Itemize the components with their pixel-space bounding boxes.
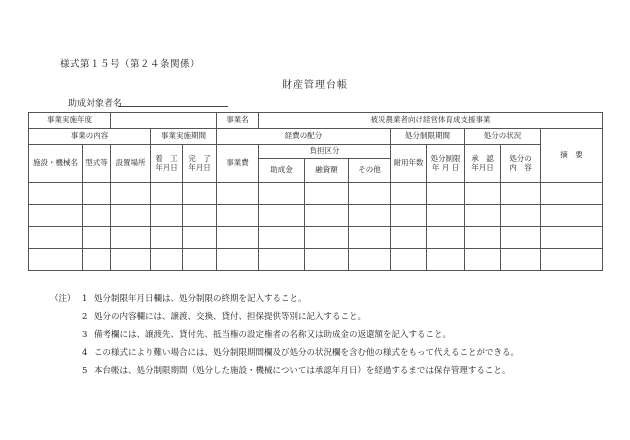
table-cell[interactable] — [217, 205, 259, 227]
table-cell[interactable] — [391, 183, 427, 205]
table-cell[interactable] — [465, 205, 501, 227]
table-row — [29, 249, 603, 271]
note-item: 5 本台帳は、処分制限期間（処分した施設・機械については承認年月日）を経過するまでは保存管理すること。 — [82, 366, 511, 376]
content-group-header: 事業の内容 — [29, 129, 151, 145]
table-cell[interactable] — [151, 183, 183, 205]
note-item: （注） 1 処分制限年月日欄は、処分制限の終期を記入すること。 — [50, 294, 307, 304]
table-cell[interactable] — [29, 205, 83, 227]
disposal-period-header: 処分制限期間 — [391, 129, 465, 145]
table-cell[interactable] — [259, 227, 305, 249]
table-row — [29, 183, 603, 205]
table-cell[interactable] — [427, 183, 465, 205]
note-item: 3 備考欄には、譲渡先、貸付先、抵当権の設定権者の名称又は助成金の返還額を記入すること。 — [82, 330, 452, 340]
table-cell[interactable] — [305, 183, 349, 205]
cost-group-header: 経費の配分 — [217, 129, 391, 145]
table-cell[interactable] — [305, 205, 349, 227]
table-cell[interactable] — [501, 249, 541, 271]
useful-life-header: 耐用年数 — [391, 145, 427, 183]
table-cell[interactable] — [541, 183, 603, 205]
table-row — [29, 145, 603, 159]
table-cell[interactable] — [541, 205, 603, 227]
table-cell[interactable] — [151, 249, 183, 271]
table-cell[interactable] — [83, 227, 111, 249]
table-cell[interactable] — [349, 249, 391, 271]
disposal-status-header: 処分の状況 — [465, 129, 541, 145]
table-cell[interactable] — [111, 249, 151, 271]
table-cell[interactable] — [29, 249, 83, 271]
table-cell[interactable] — [501, 183, 541, 205]
table-cell[interactable] — [29, 183, 83, 205]
model-header: 型式等 — [83, 145, 111, 183]
table-row — [29, 113, 603, 129]
table-cell[interactable] — [217, 249, 259, 271]
disposal-content-header: 処分の 内 容 — [501, 145, 541, 183]
note-item: 4 この様式により難い場合には、処分制限期間欄及び処分の状況欄を含む他の様式をもって代えることができる。 — [82, 348, 520, 358]
form-number-label: 様式第１５号（第２４条関係） — [60, 59, 201, 70]
table-cell[interactable] — [391, 205, 427, 227]
table-cell[interactable] — [83, 249, 111, 271]
remarks-header: 摘 要 — [541, 129, 603, 183]
table-cell[interactable] — [349, 205, 391, 227]
table-cell[interactable] — [349, 227, 391, 249]
table-cell[interactable] — [541, 249, 603, 271]
table-cell[interactable] — [111, 205, 151, 227]
table-cell[interactable] — [83, 183, 111, 205]
table-cell[interactable] — [391, 227, 427, 249]
table-cell[interactable] — [305, 249, 349, 271]
period-group-header: 事業実施期間 — [151, 129, 217, 145]
project-year-value[interactable] — [111, 113, 217, 129]
facility-machine-header: 施設・機械名 — [29, 145, 83, 183]
table-cell[interactable] — [349, 183, 391, 205]
applicant-name-label: 助成対象者名 — [68, 99, 123, 109]
disposal-limit-date-header: 処分制限 年 月 日 — [427, 145, 465, 183]
table-row — [29, 205, 603, 227]
burden-group-header: 負担区分 — [259, 145, 391, 159]
table-row — [29, 227, 603, 249]
notes-label: （注） — [50, 294, 76, 304]
table-cell[interactable] — [151, 205, 183, 227]
table-cell[interactable] — [259, 249, 305, 271]
table-cell[interactable] — [111, 227, 151, 249]
table-cell[interactable] — [83, 205, 111, 227]
project-name-value: 被災農業者向け経営体育成支援事業 — [259, 113, 603, 129]
table-cell[interactable] — [305, 227, 349, 249]
location-header: 設置場所 — [111, 145, 151, 183]
table-cell[interactable] — [217, 227, 259, 249]
table-cell[interactable] — [151, 227, 183, 249]
table-cell[interactable] — [111, 183, 151, 205]
table-cell[interactable] — [183, 249, 217, 271]
note-item: 2 処分の内容欄には、譲渡、交換、貸付、担保提供等別に記入すること。 — [82, 312, 367, 322]
table-cell[interactable] — [259, 205, 305, 227]
table-cell[interactable] — [217, 183, 259, 205]
table-cell[interactable] — [465, 227, 501, 249]
project-cost-header: 事業費 — [217, 145, 259, 183]
table-cell[interactable] — [427, 227, 465, 249]
applicant-name-field[interactable] — [118, 106, 228, 107]
table-cell[interactable] — [427, 249, 465, 271]
end-date-header: 完 了 年月日 — [183, 145, 217, 183]
table-cell[interactable] — [427, 205, 465, 227]
table-cell[interactable] — [183, 205, 217, 227]
table-cell[interactable] — [259, 183, 305, 205]
approval-date-header: 承 認 年月日 — [465, 145, 501, 183]
loan-header: 融資額 — [305, 159, 349, 183]
other-header: その他 — [349, 159, 391, 183]
project-year-label: 事業実施年度 — [29, 113, 111, 129]
property-ledger-table — [28, 112, 603, 271]
start-date-header: 着 工 年月日 — [151, 145, 183, 183]
table-row — [29, 129, 603, 145]
table-cell[interactable] — [391, 249, 427, 271]
table-cell[interactable] — [501, 227, 541, 249]
project-name-label: 事業名 — [217, 113, 259, 129]
document-title: 財産管理台帳 — [282, 80, 348, 91]
table-cell[interactable] — [501, 205, 541, 227]
table-cell[interactable] — [183, 227, 217, 249]
table-cell[interactable] — [541, 227, 603, 249]
table-cell[interactable] — [465, 249, 501, 271]
table-cell[interactable] — [183, 183, 217, 205]
table-cell[interactable] — [465, 183, 501, 205]
subsidy-header: 助成金 — [259, 159, 305, 183]
table-cell[interactable] — [29, 227, 83, 249]
